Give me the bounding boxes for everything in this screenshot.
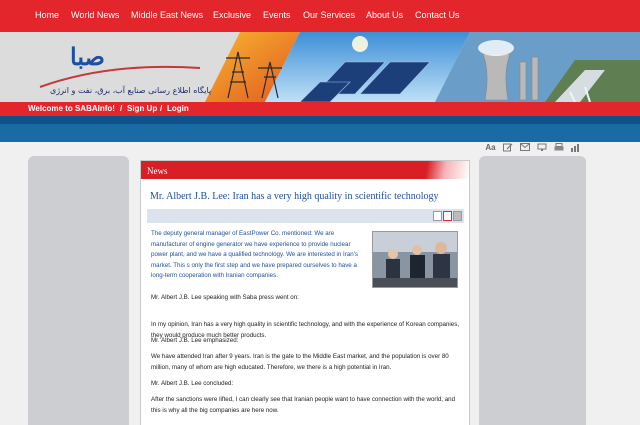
welcome-text: Welcome to SABAInfo! xyxy=(28,104,115,113)
login-link[interactable]: Login xyxy=(167,104,189,113)
share-icon[interactable] xyxy=(536,143,547,153)
top-navigation xyxy=(0,0,640,32)
article-paragraph: Mr. Albert J.B. Lee speaking with Saba press went on: xyxy=(151,294,299,301)
document-icon[interactable] xyxy=(433,211,442,221)
article-paragraph: Mr. Albert J.B. Lee emphasized: xyxy=(151,337,239,344)
signup-link[interactable]: Sign Up xyxy=(127,104,158,113)
blue-divider-bar xyxy=(0,116,640,142)
left-sidebar xyxy=(28,156,129,425)
print-icon[interactable] xyxy=(453,211,462,221)
print-icon[interactable] xyxy=(553,143,564,153)
article-toolbar xyxy=(147,209,464,223)
welcome-separator: / xyxy=(160,104,163,113)
blue-bar-shade xyxy=(0,116,640,124)
section-title[interactable]: News xyxy=(147,166,168,176)
nav-world-news[interactable]: World News xyxy=(71,10,120,20)
site-tagline: پایگاه اطلاع رسانی صنایع آب، برق، نفت و انرژی xyxy=(50,86,212,95)
article-paragraph: We have attended Iran after 9 years. Iran is the gate to the Middle East market, and the population is over 80 million, many of whom are high educated. Therefore, we there is a high potential in Iran. xyxy=(151,353,449,371)
nav-events[interactable]: Events xyxy=(263,10,291,20)
section-header-fade xyxy=(409,161,469,179)
site-logo[interactable]: صبا xyxy=(70,42,105,71)
nav-contact-us[interactable]: Contact Us xyxy=(415,10,460,20)
article-paragraph: After the sanctions were lifted, I can clearly see that Iranian people want to have connection with the world, and this is why all the big companies are here now. xyxy=(151,396,456,414)
nav-middle-east-news[interactable]: Middle East News xyxy=(131,10,204,20)
email-icon[interactable] xyxy=(519,143,530,153)
article-title[interactable]: Mr. Albert J.B. Lee: Iran has a very high quality in scientific technology xyxy=(150,191,439,202)
nav-our-services[interactable]: Our Services xyxy=(303,10,356,20)
article-lead: The deputy general manager of EastPower Co. mentioned: We are manufacturer of engine generator we have experience to provide nuclear power plant, and we have a qualified technology. We are interested in Iran's market. This s only the first step and we have prepared ourselves to have a long-term cooperation with Iranian companies. xyxy=(151,230,358,279)
stats-icon[interactable] xyxy=(569,143,580,153)
section-header xyxy=(141,161,469,179)
welcome-separator: / xyxy=(120,104,123,113)
edit-icon[interactable] xyxy=(502,143,513,153)
right-sidebar xyxy=(479,156,586,425)
nav-exclusive[interactable]: Exclusive xyxy=(213,10,252,20)
nav-home[interactable]: Home xyxy=(35,10,60,20)
font-size-icon[interactable]: Aa xyxy=(485,143,496,152)
article-paragraph: In my opinion, Iran has a very high quality in scientific technology, and with the experience of Korean companies, they would produce much better products. xyxy=(151,321,460,339)
pdf-icon[interactable] xyxy=(443,211,452,221)
article-paragraph: Mr. Albert J.B. Lee concluded: xyxy=(151,380,234,387)
article-panel xyxy=(140,160,470,425)
article-photo xyxy=(372,231,458,288)
welcome-bar xyxy=(0,102,640,116)
nav-about-us[interactable]: About Us xyxy=(366,10,404,20)
